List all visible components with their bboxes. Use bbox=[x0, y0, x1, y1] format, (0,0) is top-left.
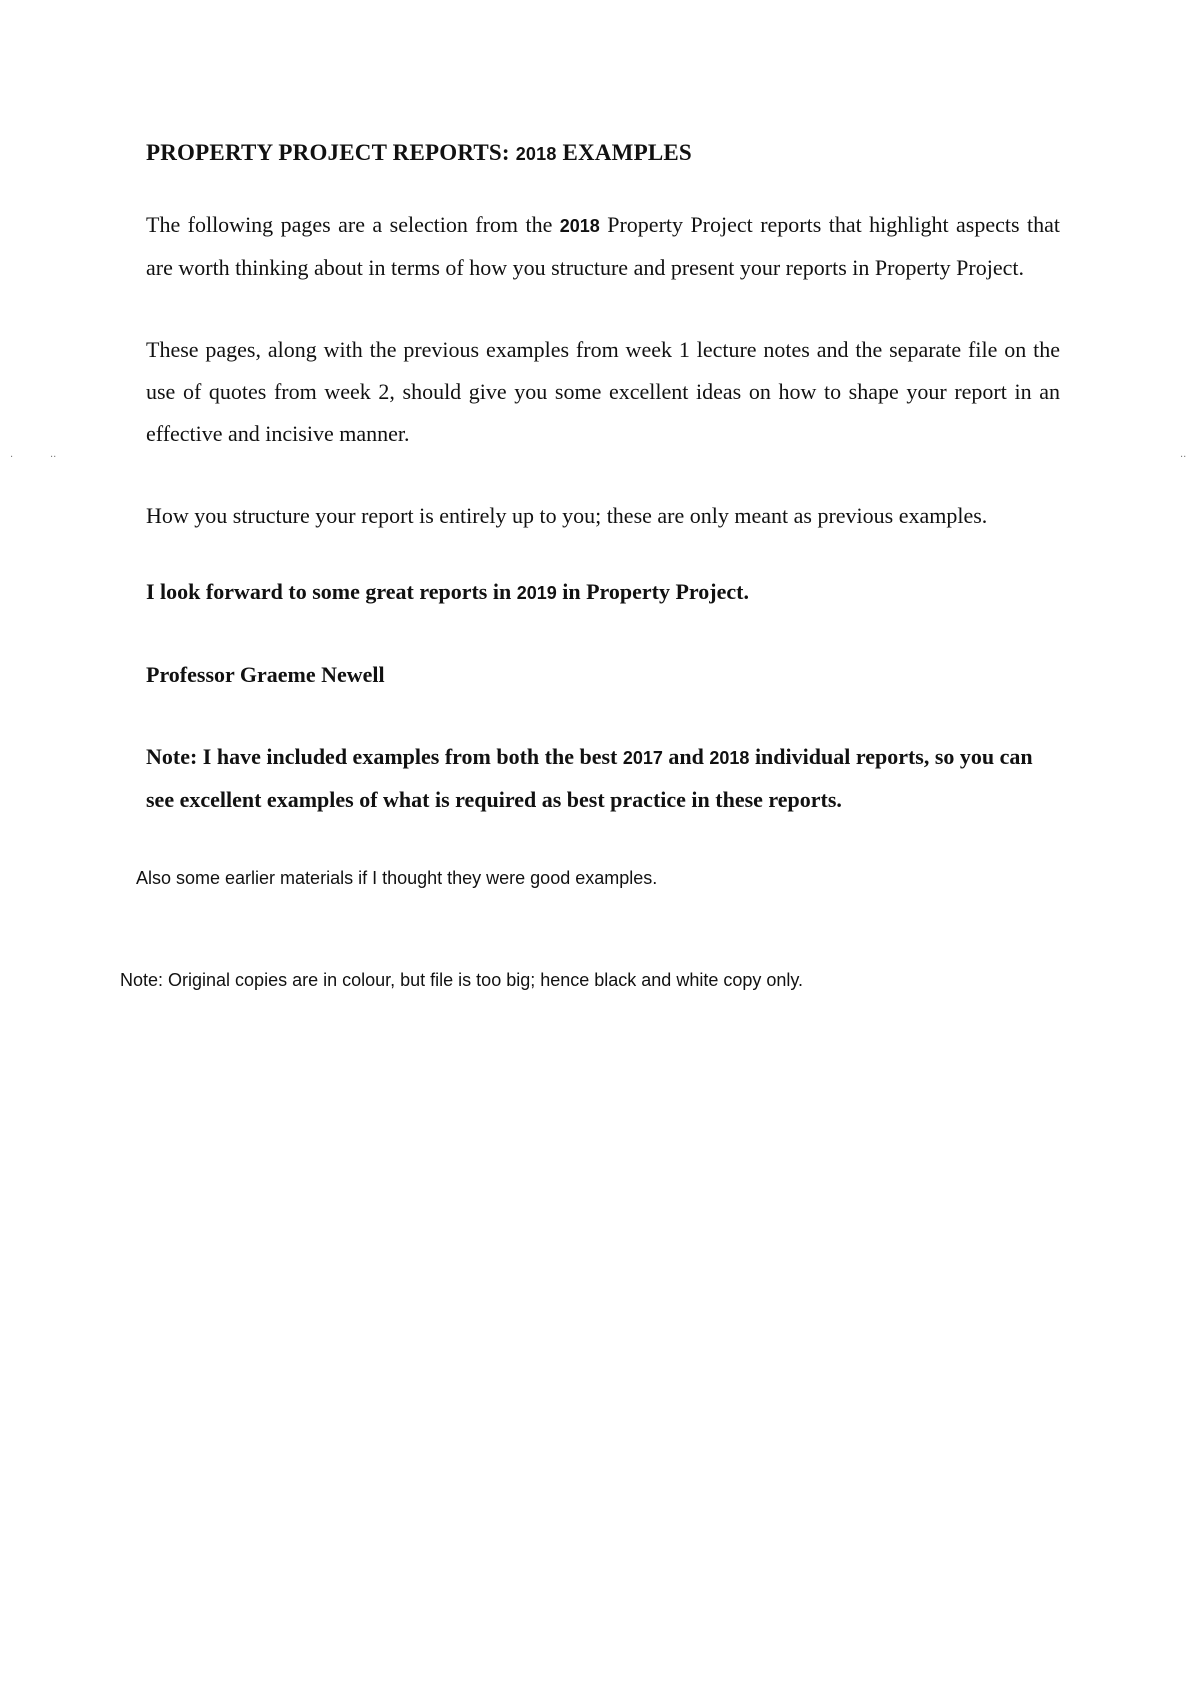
structure-paragraph: How you structure your report is entirely up to you; these are only meant as previous examples. bbox=[146, 503, 988, 528]
signature: Professor Graeme Newell bbox=[146, 662, 385, 687]
page-title: PROPERTY PROJECT REPORTS: 2018 EXAMPLES bbox=[146, 140, 692, 165]
document-body bbox=[120, 140, 1060, 995]
scan-artifact: · bbox=[10, 452, 14, 463]
closing-line: I look forward to some great reports in 2019 in Property Project. bbox=[146, 579, 749, 604]
scan-artifact: ·· bbox=[50, 452, 57, 463]
scan-artifact: ·· bbox=[1180, 452, 1187, 463]
earlier-materials-note: Also some earlier materials if I thought they were good examples. bbox=[136, 868, 658, 888]
examples-paragraph: These pages, along with the previous examples from week 1 lecture notes and the separate file on the use of quotes from week 2, should give you some excellent ideas on how to shape your report in an effective and incisive manner. bbox=[146, 337, 1060, 446]
colour-copy-note: Note: Original copies are in colour, but file is too big; hence black and white copy only. bbox=[120, 970, 804, 990]
intro-paragraph: The following pages are a selection from the 2018 Property Project reports that highlight aspects that are worth thinking about in terms of how you structure and present your reports in Property Project. bbox=[146, 212, 1060, 280]
note-paragraph: Note: I have included examples from both the best 2017 and 2018 individual reports, so you can see excellent examples of what is required as best practice in these reports. bbox=[146, 744, 1033, 812]
